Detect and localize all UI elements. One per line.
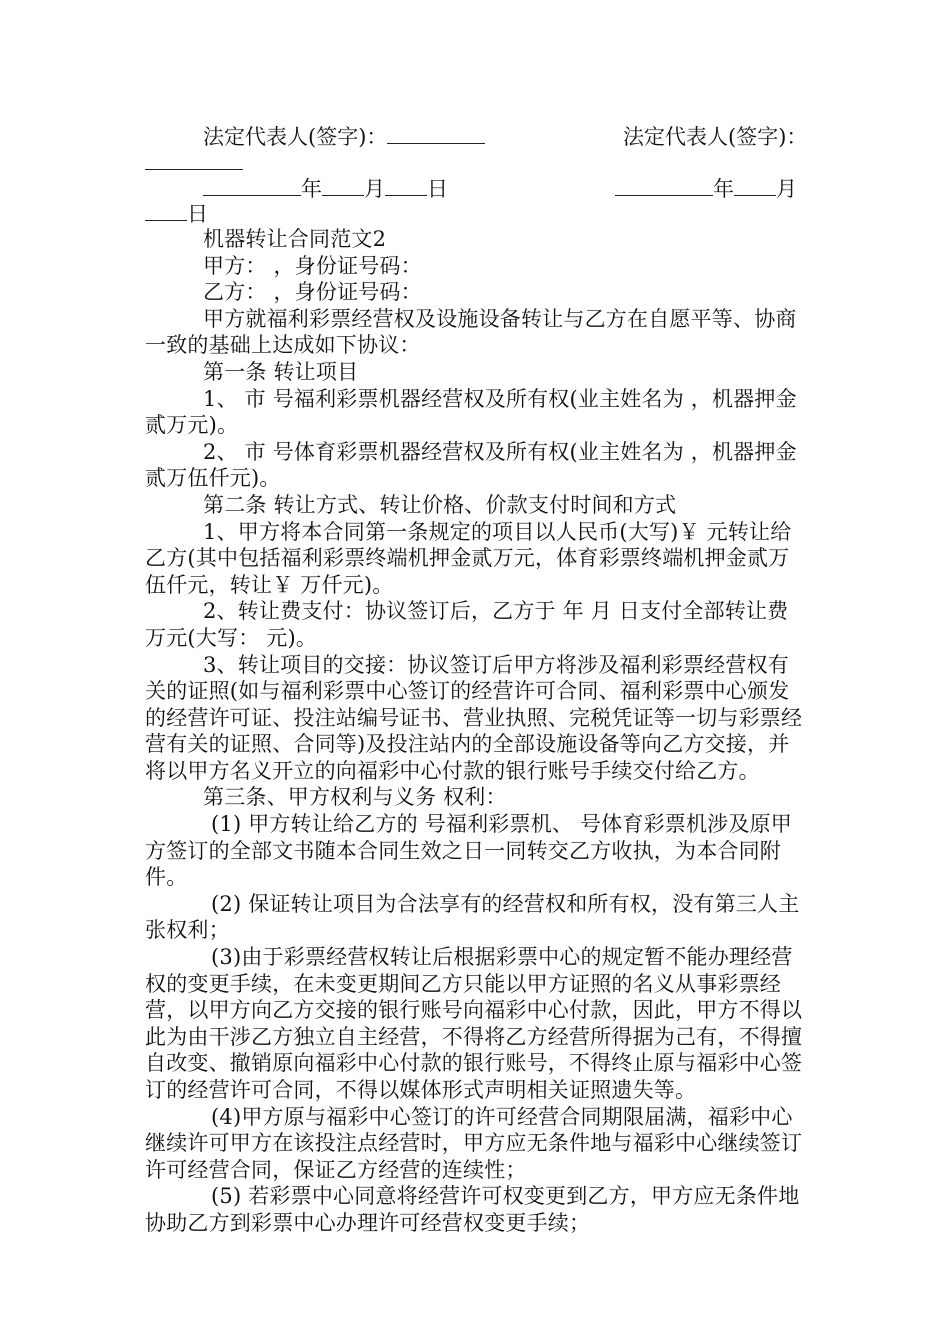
- contract-title: 机器转让合同范文2: [203, 227, 387, 251]
- party-b-line: 乙方： ，身份证号码：: [203, 280, 422, 305]
- rep-label-b: 法定代表人(签字)：: [623, 125, 808, 149]
- article-1-item-1: 1、 市 号福利彩票机器经营权及所有权(业主姓名为 ，机器押金贰万元)。: [145, 386, 797, 438]
- article-3-item-3: (3)由于彩票经营权转让后根据彩票中心的规定暂不能办理经营权的变更手续，在未变更期间乙方只能以甲方证照的名义从事彩票经营，以甲方向乙方交接的银行账号向福彩中心付款，因此，甲方不得以此为由干涉乙方独立自主经营，不得将乙方经营所得据为己有，不得擅自改变、撤销原向福彩中心付款的银行账号，不得终止原与福彩中心签订的经营许可合同，不得以媒体形式声明相关证照遗失等。: [145, 945, 803, 1102]
- date-b-continued: [145, 201, 208, 227]
- preamble-paragraph: 甲方就福利彩票经营权及设施设备转让与乙方在自愿平等、协商一致的基础上达成如下协议：: [145, 306, 797, 358]
- signature-blank-a: [387, 125, 485, 144]
- party-a-line: 甲方： ，身份证号码：: [203, 253, 422, 278]
- date-month-a: 月: [364, 177, 385, 201]
- contract-body: [145, 226, 805, 1237]
- party-b-signature: [623, 124, 807, 150]
- signature-row: [145, 124, 825, 150]
- article-2-heading: 第二条 转让方式、转让价格、价款支付时间和方式: [203, 492, 677, 517]
- date-year-b: 年: [713, 177, 734, 201]
- article-3-heading: 第三条、甲方权利与义务 权利：: [203, 785, 507, 810]
- date-year-a: 年: [301, 177, 322, 201]
- date-row-continued: [145, 201, 825, 227]
- date-row: [145, 176, 825, 202]
- date-month-b: 月: [776, 177, 797, 201]
- date-day-b: 日: [187, 202, 208, 226]
- date-day-a: 日: [427, 177, 448, 201]
- article-1-heading: 第一条 转让项目: [203, 359, 359, 384]
- signature-blank-b: [145, 151, 243, 170]
- date-a: [203, 176, 448, 202]
- date-b: [615, 176, 797, 202]
- rep-label-a: 法定代表人(签字)：: [203, 125, 388, 149]
- article-3-item-4: (4)甲方原与福彩中心签订的许可经营合同期限届满，福彩中心继续许可甲方在该投注点经营时，甲方应无条件地与福彩中心继续签订许可经营合同，保证乙方经营的连续性；: [145, 1104, 803, 1182]
- article-1-item-2: 2、 市 号体育彩票机器经营权及所有权(业主姓名为 ，机器押金贰万伍仟元)。: [145, 439, 797, 491]
- party-b-signature-continued: [145, 150, 243, 176]
- article-2-item-1: 1、甲方将本合同第一条规定的项目以人民币(大写)￥ 元转让给乙方(其中包括福利彩票终端机押金贰万元，体育彩票终端机押金贰万伍仟元，转让￥ 万仟元)。: [145, 519, 792, 597]
- article-2-item-2: 2、转让费支付：协议签订后，乙方于 年 月 日支付全部转让费 万元(大写： 元)。: [145, 599, 789, 650]
- article-3-item-5: (5) 若彩票中心同意将经营许可权变更到乙方，甲方应无条件地协助乙方到彩票中心办理许可经营权变更手续；: [145, 1184, 800, 1235]
- signature-blank-row: [145, 150, 825, 176]
- party-a-signature: [203, 124, 485, 150]
- article-3-item-1: (1) 甲方转让给乙方的 号福利彩票机、 号体育彩票机涉及原甲方签订的全部文书随本合同生效之日一同转交乙方收执，为本合同附件。: [145, 812, 792, 890]
- article-3-item-2: (2) 保证转让项目为合法享有的经营权和所有权，没有第三人主张权利；: [145, 891, 800, 943]
- article-2-item-3: 3、转让项目的交接：协议签订后甲方将涉及福利彩票经营权有关的证照(如与福利彩票中心签订的经营许可合同、福利彩票中心颁发的经营许可证、投注站编号证书、营业执照、完税凭证等一切与彩票经营有关的证照、合同等)及投注站内的全部设施设备等向乙方交接，并将以甲方名义开立的向福彩中心付款的银行账号手续交付给乙方。: [145, 652, 803, 783]
